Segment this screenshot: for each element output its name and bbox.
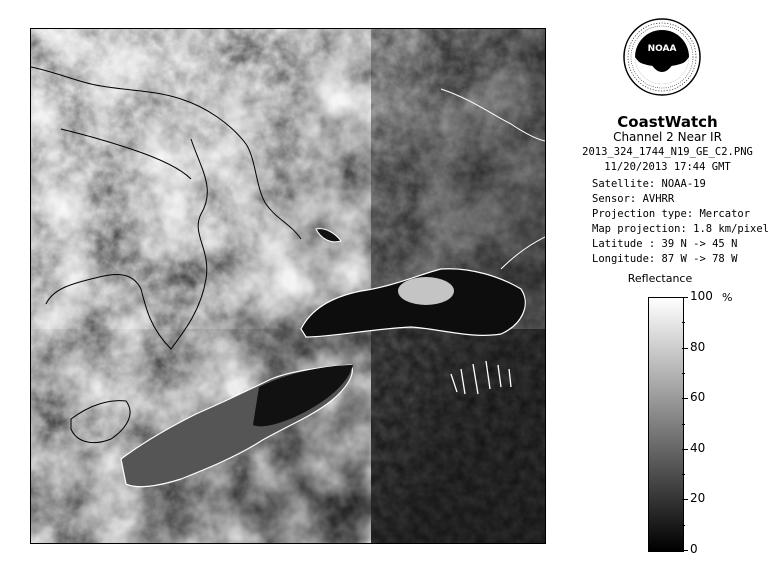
colorbar-tick-label: 60	[690, 390, 706, 405]
noaa-logo	[622, 17, 702, 97]
projection-type-label: Projection type: Mercator	[592, 208, 751, 220]
colorbar-tick-label: 20	[690, 491, 706, 506]
colorbar-tick-label: 80	[690, 339, 706, 354]
colorbar-tick-label: 0	[690, 542, 698, 556]
colorbar-tick	[682, 348, 688, 349]
datetime: 11/20/2013 17:44 GMT	[604, 161, 731, 173]
brand-title: CoastWatch	[617, 113, 718, 131]
reflectance-colorbar	[648, 297, 684, 552]
noaa-seal-icon	[622, 17, 702, 97]
longitude-label: Longitude: 87 W -> 78 W	[592, 253, 738, 265]
svg-text:NOAA: NOAA	[647, 44, 677, 54]
colorbar-tick	[682, 449, 688, 450]
colorbar-tick	[682, 499, 688, 500]
colorbar-tick	[682, 550, 688, 551]
colorbar-tick	[682, 398, 688, 399]
map-projection-label: Map projection: 1.8 km/pixel	[592, 223, 770, 235]
filename: 2013_324_1744_N19_GE_C2.PNG	[582, 146, 753, 158]
lake-effect-cloud	[398, 277, 454, 305]
satellite-label: Satellite: NOAA-19	[592, 178, 706, 190]
colorbar-minor-tick	[682, 373, 685, 374]
sensor-label: Sensor: AVHRR	[592, 193, 675, 205]
colorbar-minor-tick	[682, 424, 685, 425]
satellite-image-panel	[30, 28, 546, 544]
colorbar-tick	[682, 297, 688, 298]
colorbar-tick-label: 100	[690, 289, 713, 303]
colorbar-minor-tick	[682, 474, 685, 475]
satellite-map	[31, 29, 545, 543]
colorbar-minor-tick	[682, 322, 685, 323]
channel-title: Channel 2 Near IR	[613, 130, 722, 144]
colorbar-tick-label: 40	[690, 440, 706, 455]
colorbar-title: Reflectance	[627, 272, 693, 285]
colorbar-minor-tick	[682, 525, 685, 526]
latitude-label: Latitude : 39 N -> 45 N	[592, 238, 738, 250]
colorbar-unit: %	[722, 291, 733, 304]
